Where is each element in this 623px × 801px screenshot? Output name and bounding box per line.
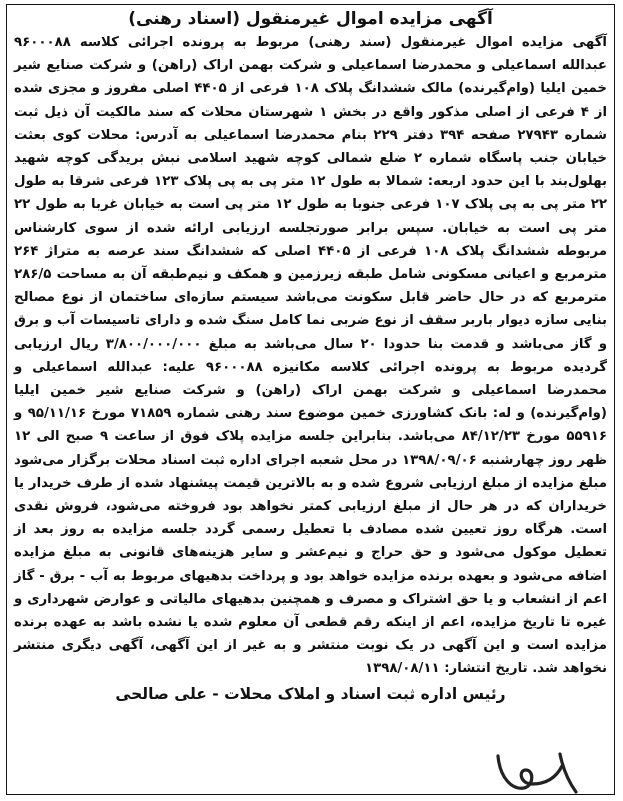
notice-title: آگهی مزایده اموال غیرمنقول (اسناد رهنی) — [128, 9, 493, 29]
notice-body: آگهی مزایده اموال غیرمنقول (سند رهنی) مربوط به پرونده اجرائی کلاسه ۹۶۰۰۰۸۸ عبدالله اسماعیلی و محمدرضا اسماعیلی و شرکت بهمن اراک (راهن) و شرکت صنایع شیر خمین ایلیا (وام‌گیرنده) مالک ششدانگ پلاک ۱۰۸ فرعی از ۴۴۰۵ اصلی مفروز و مجزی شده از ۴ فرعی از اصلی مذکور واقع در بخش ۱ شهرستان محلات که سند مالکیت آن ذیل ثبت شماره ۲۷۹۴۳ صفحه ۳۹۴ دفتر ۲۲۹ بنام محمدرضا اسماعیلی به آدرس: محلات کوی بعثت خیابان جنب پاسگاه شماره ۲ ضلع شمالی کوچه شهید اسلامی نبش بریدگی کوچه شهید بهلول‌بند با این حدود اربعه: شمالا به طول ۱۲ متر پی به پی پلاک ۱۲۳ فرعی شرقا به طول ۲۲ متر پی به پی پلاک ۱۰۷ فرعی جنوبا به طول ۱۲ متر پی است به خیابان غربا به طول ۲۲ متر پی است به خیابان. سپس برابر صورتجلسه ارزیابی ارائه شده از سوی کارشناس مربوطه ششدانگ پلاک ۱۰۸ فرعی از ۴۴۰۵ اصلی که ششدانگ سند عرصه به متراژ ۲۶۴ مترمربع و اعیانی مسکونی شامل طبقه زیرزمین و همکف و نیم‌طبقه آن به مساحت ۲۸۶/۵ مترمربع که در حال حاضر قابل سکونت می‌باشد سیستم سازه‌ای ساختمان از نوع مصالح بنایی سازه دیوار باربر سقف از نوع ضربی نما کامل سنگ شده و دارای تاسیسات آب و برق و گاز می‌باشد و قدمت بنا حدودا ۲۰ سال می‌باشد به مبلغ ۳/۸۰۰/۰۰۰/۰۰۰ ریال ارزیابی گردیده مربوط به پرونده اجرائی کلاسه مکانیزه ۹۶۰۰۰۸۸ علیه: عبدالله اسماعیلی و محمدرضا اسماعیلی و شرکت بهمن اراک (راهن) و شرکت صنایع شیر خمین ایلیا (وام‌گیرنده) و له: بانک کشاورزی خمین موضوع سند رهنی شماره ۷۱۸۵۹ مورخ ۹۵/۱۱/۱۶ و ۵۵۹۱۶ مورخ ۸۴/۱۲/۲۳ می‌باشد. بنابراین جلسه مزایده پلاک فوق از ساعت ۹ صبح الی ۱۲ ظهر روز چهارشنبه ۱۳۹۸/۰۹/۰۶ در محل شعبه اجرای اداره ثبت اسناد محلات برگزار می‌شود مبلغ مزایده از مبلغ ارزیابی شروع شده و به بالاترین قیمت پیشنهاد شده از طرف خریدار یا خریداران که در هر حال از مبلغ ارزیابی کمتر نخواهد بود فروخته می‌شود، فروش نقدی است. هرگاه روز تعیین شده مصادف با تعطیل رسمی گردد جلسه مزایده به روز بعد از تعطیل موکول می‌شود و حق حراج و نیم‌عشر و سایر هزینه‌های قانونی به مبلغ مزایده اضافه می‌شود و بعهده برنده مزایده خواهد بود و پرداخت بدهیهای مربوط به آب - برق - گاز اعم از انشعاب و یا حق اشتراک و مصرف و همچنین بدهیهای مالیاتی و عوارض شهرداری و غیره تا تاریخ مزایده، اعم از اینکه رقم قطعی آن معلوم شده یا نشده باشد به عهده برنده مزایده است و این آگهی در یک نوبت منتشر و به غیر از این آگهی، آگهی دیگری منتشر نخواهد شد. تاریخ انتشار: ۱۳۹۸/۰۸/۱۱ — [14, 35, 608, 677]
auction-notice — [6, 4, 615, 795]
notice-signature: رئیس اداره ثبت اسناد و املاک محلات - علی صالحی — [115, 684, 506, 703]
handwritten-mark-icon — [490, 748, 582, 796]
